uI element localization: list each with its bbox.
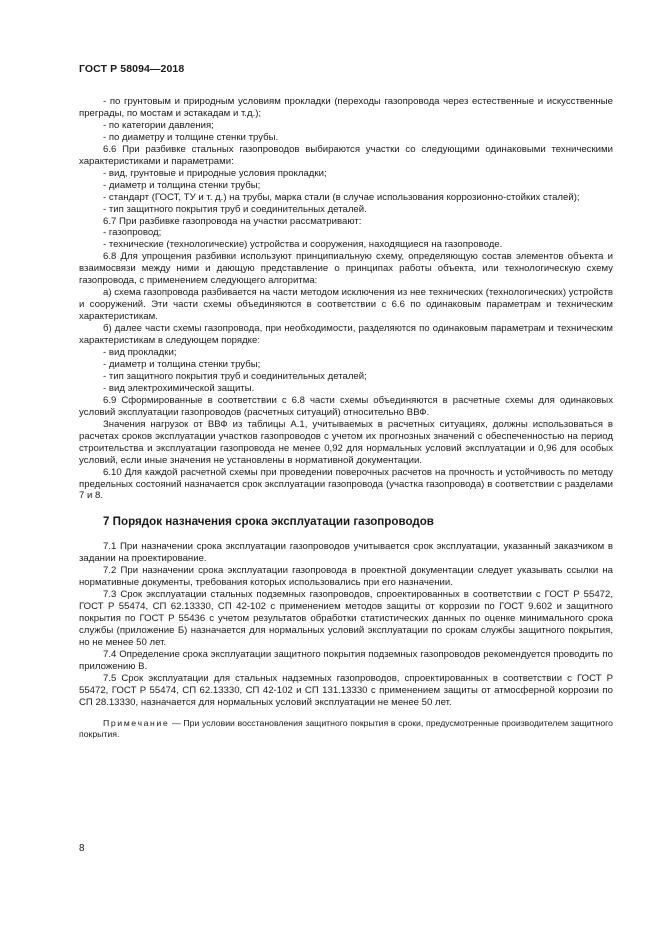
paragraph: - диаметр и толщина стенки трубы; [103, 179, 261, 191]
paragraph: - диаметр и толщина стенки трубы; [103, 358, 261, 370]
paragraph: 7.3 Срок эксплуатации стальных подземных газопроводов, спроектированных в соответствии с ГОСТ Р 55472, ГОСТ Р 55474, СП 62.13330, СП 42-102 с применением методов защиты от коррозии по ГОСТ 9.602 и защитного покрытия по ГОСТ Р 55436 с учетом результатов обработки статистических данных по оценке минимального срока службы (приложение Б) назначается для нормальных условий эксплуатации по срокам службы защитного покрытия, но не менее 50 лет. [79, 589, 613, 649]
note-label: Примечание [103, 717, 170, 728]
paragraph: - по грунтовым и природным условиям прокладки (переходы газопровода через естественные и искусственные преграды, по мостам и эстакадам и т.д.); [79, 96, 613, 119]
note [79, 718, 613, 740]
page-number: 8 [79, 843, 85, 854]
paragraph: 7.1 При назначении срока эксплуатации газопроводов учитывается срок эксплуатации, указанный заказчиком в задании на проектирование. [79, 541, 613, 565]
paragraph: 7.2 При назначении срока эксплуатации газопровода в проектной документации следует указывать ссылки на нормативные документы, требования которых использовались при его назначении. [79, 565, 613, 589]
paragraph: 7.5 Срок эксплуатации для стальных надземных газопроводов, спроектированных в соответствии с ГОСТ Р 55472, ГОСТ Р 55474, СП 62.13330, СП 42-102 и СП 131.13330 с применением защиты от атмосферной коррозии по СП 28.13330, назначается для нормальных условий эксплуатации не менее 50 лет. [79, 672, 613, 708]
document-body [79, 96, 613, 748]
paragraph: - стандарт (ГОСТ, ТУ и т. д.) на трубы, марка стали (в случае использования коррозионно-стойких сталей); [103, 191, 580, 203]
paragraph: Значения нагрузок от ВВФ из таблицы А.1, учитываемых в расчетных ситуациях, должны использоваться в расчетах сроков эксплуатации участков газопроводов с учетом их прогнозных значений с обеспеченностью на период строительства и эксплуатации газопровода не менее 0,92 для нормальных условий эксплуатации и 0,96 для особых условий, если иные значения не установлены в нормативной документации. [79, 418, 613, 466]
paragraph: - по диаметру и толщине стенки трубы. [103, 131, 279, 143]
paragraph: - технические (технологические) устройства и сооружения, находящиеся на газопроводе. [103, 239, 503, 251]
paragraph: - тип защитного покрытия труб и соединительных деталей. [103, 203, 367, 215]
paragraph: 6.6 При разбивке стальных газопроводов выбираются участки со следующими одинаковыми техническими характеристиками и параметрами: [79, 143, 613, 167]
note-text: — При условии восстановления защитного покрытия в сроки, предусмотренные производителем защитного покрытия. [79, 717, 613, 739]
paragraph: - вид электрохимической защиты. [103, 382, 255, 394]
paragraph: 6.9 Сформированные в соответствии с 6.8 части схемы объединяются в расчетные схемы для одинаковых условий эксплуатации газопроводов (расчетных ситуаций) относительно ВВФ. [79, 394, 613, 418]
paragraph: б) далее части схемы газопровода, при необходимости, разделяются по одинаковым параметрам и техническим характеристикам в следующем порядке: [79, 323, 613, 347]
paragraph: - газопровод; [103, 227, 162, 239]
paragraph: - вид прокладки; [103, 347, 177, 359]
paragraph: а) схема газопровода разбивается на части методом исключения из нее технических (технологических) устройств и сооружений. Эти части схемы объединяются в соответствии с 6.6 по одинаковым параметрам и техническим характеристикам. [79, 287, 613, 323]
paragraph: 6.7 При разбивке газопровода на участки рассматривают: [103, 215, 362, 227]
document-header: ГОСТ Р 58094—2018 [79, 63, 185, 75]
paragraph: 7.4 Определение срока эксплуатации защитного покрытия подземных газопроводов рекомендуется проводить по приложению В. [79, 648, 613, 672]
paragraph: - по категории давления; [103, 119, 214, 131]
paragraph: - тип защитного покрытия труб и соединительных деталей; [103, 370, 367, 382]
paragraph: 6.8 Для упрощения разбивки используют принципиальную схему, определяющую состав элементов объекта и взаимосвязи между ними и дающую представление о принципах работы объекта, или технологическую схему газопровода, с применением следующего алгоритма: [79, 251, 613, 287]
paragraph: 6.10 Для каждой расчетной схемы при проведении поверочных расчетов на прочность и устойчивость по методу предельных состояний назначается срок эксплуатации газопровода (участка газопровода) в соответствии с разделами 7 и 8. [79, 466, 613, 502]
section-heading: 7 Порядок назначения срока эксплуатации газопроводов [103, 515, 434, 529]
paragraph: - вид, грунтовые и природные условия прокладки; [103, 167, 327, 179]
